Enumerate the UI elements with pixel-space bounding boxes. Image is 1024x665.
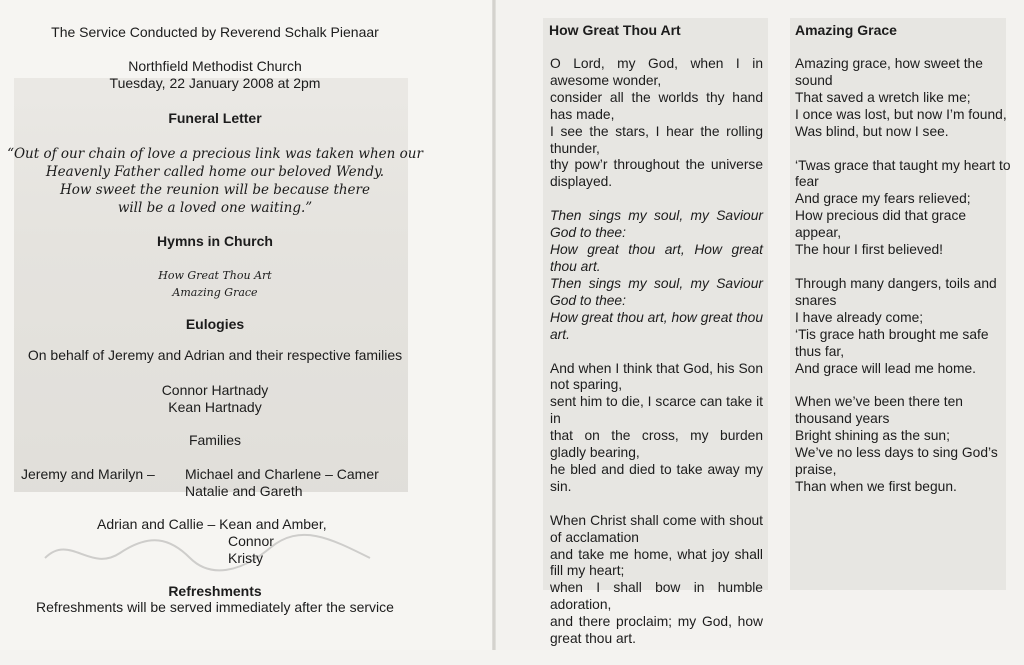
family-adrian-child: Kristy — [228, 550, 263, 566]
refreshments-text: Refreshments will be served immediately after the service — [36, 599, 394, 615]
hymn1-stanza: And when I think that God, his Son not sparing, sent him to die, I scarce can take it in that on the cross, my burden gladly bearing, he bled and died to take away my sin. — [550, 360, 763, 494]
hymn2-stanza: Through many dangers, toils and snares I have already come; ‘Tis grace hath brought me safe thus far, And grace will lead me home. — [795, 275, 997, 376]
hymn1-title: How Great Thou Art — [549, 22, 681, 38]
refreshments-heading: Refreshments — [168, 583, 262, 599]
hymn2-stanza: ‘Twas grace that taught my heart to fear And grace my fears relieved; How precious did that grace appear, The hour I first believed! — [795, 157, 1011, 258]
eulogies-heading: Eulogies — [185, 316, 245, 332]
funeral-letter-heading: Funeral Letter — [168, 110, 262, 126]
hymn1-verses — [550, 56, 763, 665]
family-jeremy-children-2: Natalie and Gareth — [185, 483, 303, 499]
funeral-letter-quote — [0, 145, 430, 217]
quote-line: “Out of our chain of love a precious link was taken when our — [7, 146, 423, 162]
families-heading: Families — [188, 432, 242, 448]
family-jeremy: Jeremy and Marilyn – — [21, 466, 155, 482]
quote-line: Heavenly Father called home our beloved Wendy. — [45, 164, 385, 180]
hymns-heading: Hymns in Church — [157, 233, 273, 249]
hymn-item: Amazing Grace — [172, 286, 258, 299]
eulogy-speaker: Connor Hartnady — [161, 382, 269, 398]
hymn2-verses — [795, 56, 1013, 513]
eulogies-on-behalf: On behalf of Jeremy and Adrian and their respective families — [27, 347, 403, 363]
hymn1-stanza: Then sings my soul, my Saviour God to thee: How great thou art, How great thou art. Then sings my soul, my Saviour God to thee: How great thou art, how great thou art. — [550, 208, 763, 342]
hymn-item: How Great Thou Art — [158, 269, 272, 282]
hymns-list — [0, 267, 430, 301]
hymn2-stanza: When we’ve been there ten thousand years Bright shining as the sun; We’ve no less days to sing God’s praise, Than when we first begun. — [795, 394, 998, 494]
hymn1-stanza: O Lord, my God, when I in awesome wonder, consider all the worlds thy hand has made, I see the stars, I hear the rolling thunder, thy pow’r throughout the universe displayed. — [550, 56, 763, 190]
service-line: The Service Conducted by Reverend Schalk Pienaar — [51, 24, 379, 40]
hymn2-title: Amazing Grace — [795, 22, 897, 38]
quote-line: will be a loved one waiting.” — [117, 200, 313, 216]
hymn1-stanza: When Christ shall come with shout of acclamation and take me home, what joy shall fill my heart; when I shall bow in humble adoration, and there proclaim; my God, how great thou art. — [550, 512, 763, 647]
eulogy-speaker: Kean Hartnady — [168, 399, 262, 415]
church-name: Northfield Methodist Church — [128, 58, 302, 74]
family-adrian: Adrian and Callie – Kean and Amber, — [97, 516, 327, 532]
family-jeremy-children-1: Michael and Charlene – Camer — [185, 466, 379, 482]
service-date: Tuesday, 22 January 2008 at 2pm — [109, 75, 321, 91]
quote-line: How sweet the reunion will be because there — [59, 182, 370, 198]
family-adrian-child: Connor — [228, 533, 274, 549]
faded-signature-image — [40, 528, 380, 578]
hymn2-stanza: Amazing grace, how sweet the sound That saved a wretch like me; I once was lost, but now I’m found, Was blind, but now I see. — [795, 56, 1007, 139]
page-fold — [492, 0, 496, 650]
